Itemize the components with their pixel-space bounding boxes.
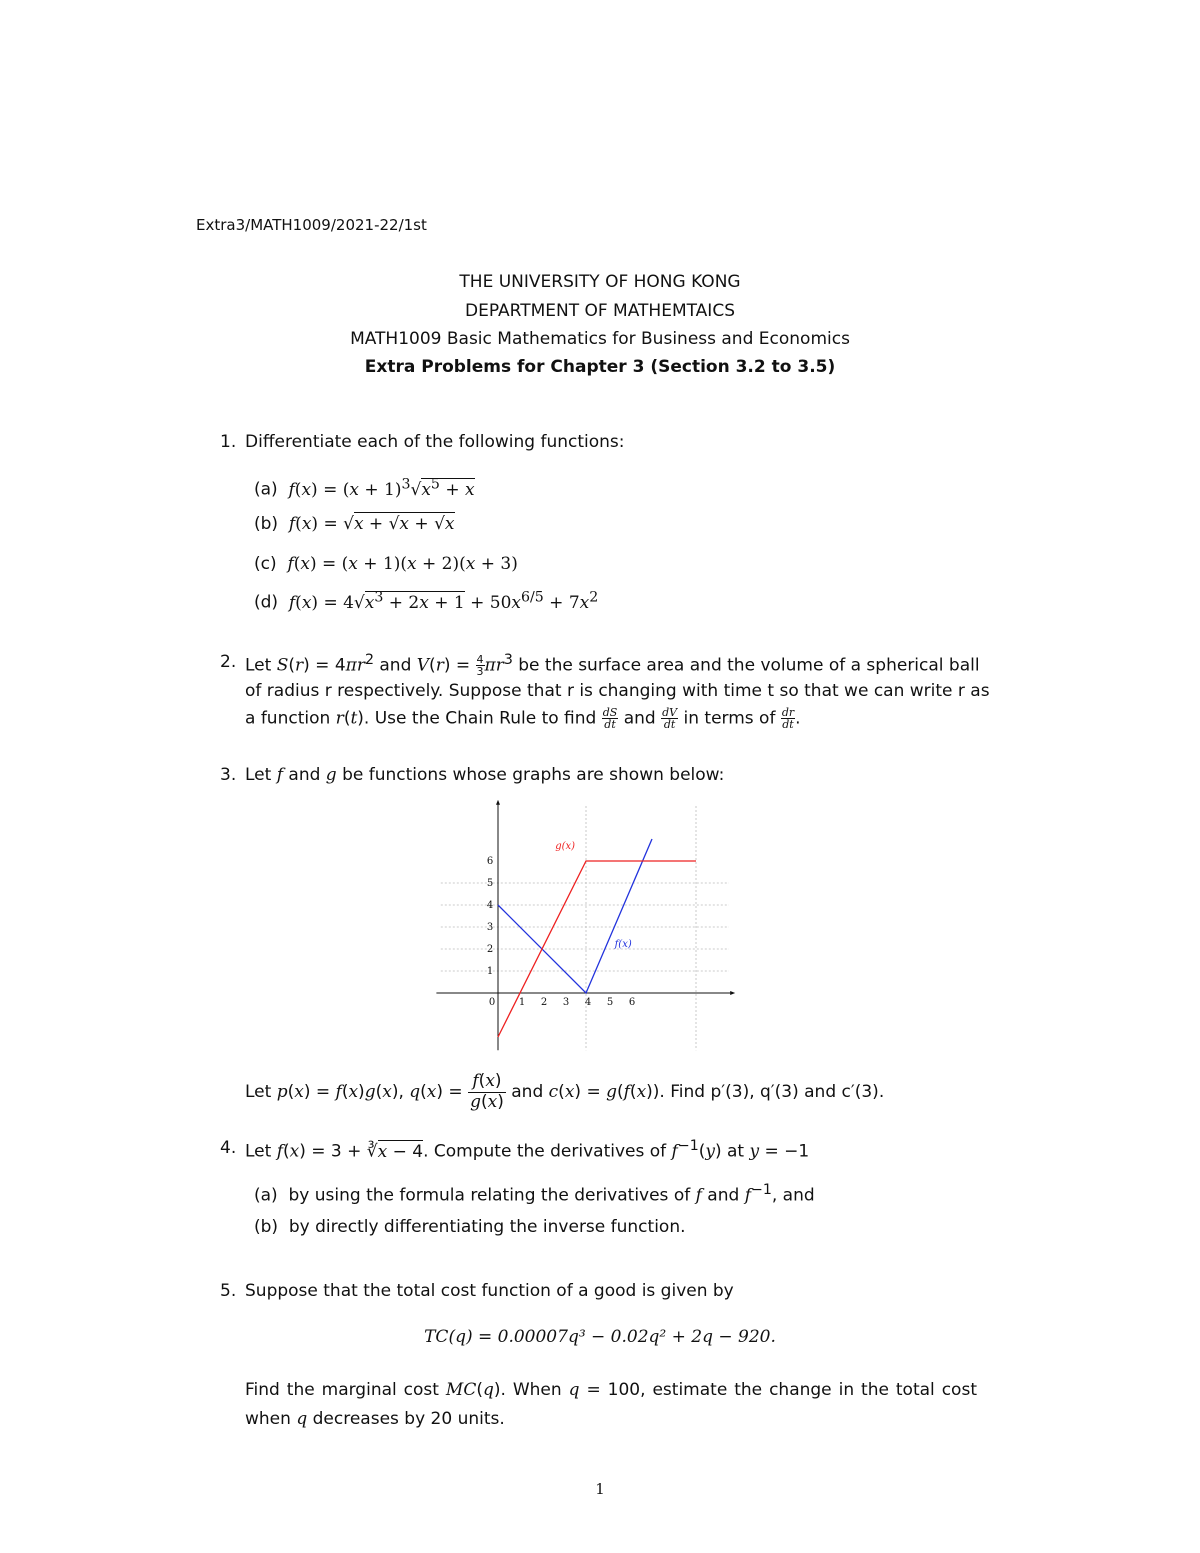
q5-number: 5.: [220, 1281, 237, 1301]
graph-labels: [555, 841, 632, 950]
q1c-label: (c): [254, 554, 277, 574]
q1b-label: (b): [254, 514, 279, 534]
q4-number: 4.: [220, 1138, 237, 1158]
q2-line1: Let $S(r) = 4\pi r^2$ and V(r) = $\frac{4}{3}$ $\pi r^3$ be the surface area and the volume of a spherical ball: [245, 652, 980, 679]
function-graph: [430, 800, 740, 1055]
y-tick-label-5: 5: [486, 878, 494, 889]
q3-intro: Let f and g be functions whose graphs are shown below:: [245, 765, 725, 785]
g-series-label: g(x): [555, 840, 576, 852]
sheet-heading: Extra Problems for Chapter 3 (Section 3.2 to 3.5): [364, 357, 836, 377]
q5-formula: TC(q) = 0.00007q³ − 0.02q² + 2q − 920.: [424, 1327, 776, 1347]
q3-definitions: Let p(x) = f(x)g(x), q(x) = $\frac{f(x)}{g(x)}$ and c(x) = g(f(x)). Find p′(3), q′(3) and c′(3).: [245, 1071, 885, 1112]
x-tick-label-2: 2: [540, 997, 548, 1008]
q4a: (a) by using the formula relating the derivatives of f and $f^{-1}$, and: [254, 1182, 815, 1206]
q1-number: 1.: [220, 432, 237, 452]
q4b-text: by directly differentiating the inverse function.: [288, 1217, 686, 1237]
q4a-label: (a): [254, 1185, 278, 1206]
q5-intro: Suppose that the total cost function of a good is given by: [245, 1281, 734, 1301]
graph-axes: [436, 800, 735, 1050]
y-tick-label-2: 2: [486, 944, 494, 955]
x-tick-label-6: 6: [628, 997, 636, 1008]
q1c: [254, 554, 518, 574]
q1b: [254, 514, 455, 534]
q1a-label: (a): [254, 479, 278, 500]
q1c-formula: f(x) = (x + 1)(x + 2)(x + 3): [287, 554, 518, 574]
x-tick-label-5: 5: [606, 997, 614, 1008]
q4-text: Let f(x) = 3 + ∛x − 4. Compute the derivatives of $f^{-1}(y)$ at y = −1: [245, 1138, 810, 1162]
x-tick-label-0: 0: [488, 997, 496, 1008]
x-tick-label-1: 1: [518, 997, 526, 1008]
q1a: [254, 476, 475, 500]
q1b-formula: f(x) = √x + √x + √x: [288, 514, 455, 534]
q1-text: Differentiate each of the following functions:: [245, 432, 625, 452]
q3-number: 3.: [220, 765, 237, 785]
graph-series: [498, 839, 696, 1037]
q2-line2: of radius r respectively. Suppose that r is changing with time t so that we can write r as: [245, 681, 990, 701]
x-tick-label-4: 4: [584, 997, 592, 1008]
x-axis-arrow: [730, 991, 735, 995]
department-name: DEPARTMENT OF MATHEMTAICS: [465, 301, 735, 321]
y-tick-label-6: 6: [486, 856, 494, 867]
y-axis-arrow: [496, 800, 500, 805]
y-tick-label-1: 1: [486, 966, 494, 977]
x-tick-label-3: 3: [562, 997, 570, 1008]
y-tick-label-3: 3: [486, 922, 494, 933]
q1d-label: (d): [254, 592, 279, 613]
q1a-formula: $f(x) = (x + 1)^3√x^5 + x$: [288, 476, 475, 500]
y-tick-label-4: 4: [486, 900, 494, 911]
q2-line3: a function r(t). Use the Chain Rule to find $\frac{dS}{dt}$ and $\frac{dV}{dt}$ in terms of $\frac{dr}{dt}$ .: [245, 706, 801, 731]
graph-grid: [441, 806, 729, 1050]
q4b-label: (b): [254, 1217, 279, 1237]
q3-intro-text: be functions whose graphs are shown below:: [342, 765, 725, 785]
q4b: [254, 1217, 686, 1237]
q3-find: Find p′(3), q′(3) and c′(3).: [670, 1082, 885, 1103]
f-series-label: f(x): [614, 938, 632, 950]
course-title: MATH1009 Basic Mathematics for Business and Economics: [350, 329, 850, 349]
series-line-fx: [498, 839, 652, 993]
graph-ticks: [487, 856, 635, 1008]
page-number: 1: [595, 1480, 605, 1498]
q1d-formula: $f(x) = 4√x^3 + 2x + 1 + 50x^{6/5} + 7x^2$: [288, 589, 599, 613]
q5-question: Find the marginal cost MC(q). When q = 100, estimate the change in the total cost when q decreases by 20 units.: [245, 1380, 977, 1429]
q1d: [254, 589, 598, 613]
q2-number: 2.: [220, 652, 237, 672]
university-name: THE UNIVERSITY OF HONG KONG: [459, 272, 741, 292]
document-code: Extra3/MATH1009/2021-22/1st: [196, 216, 427, 234]
